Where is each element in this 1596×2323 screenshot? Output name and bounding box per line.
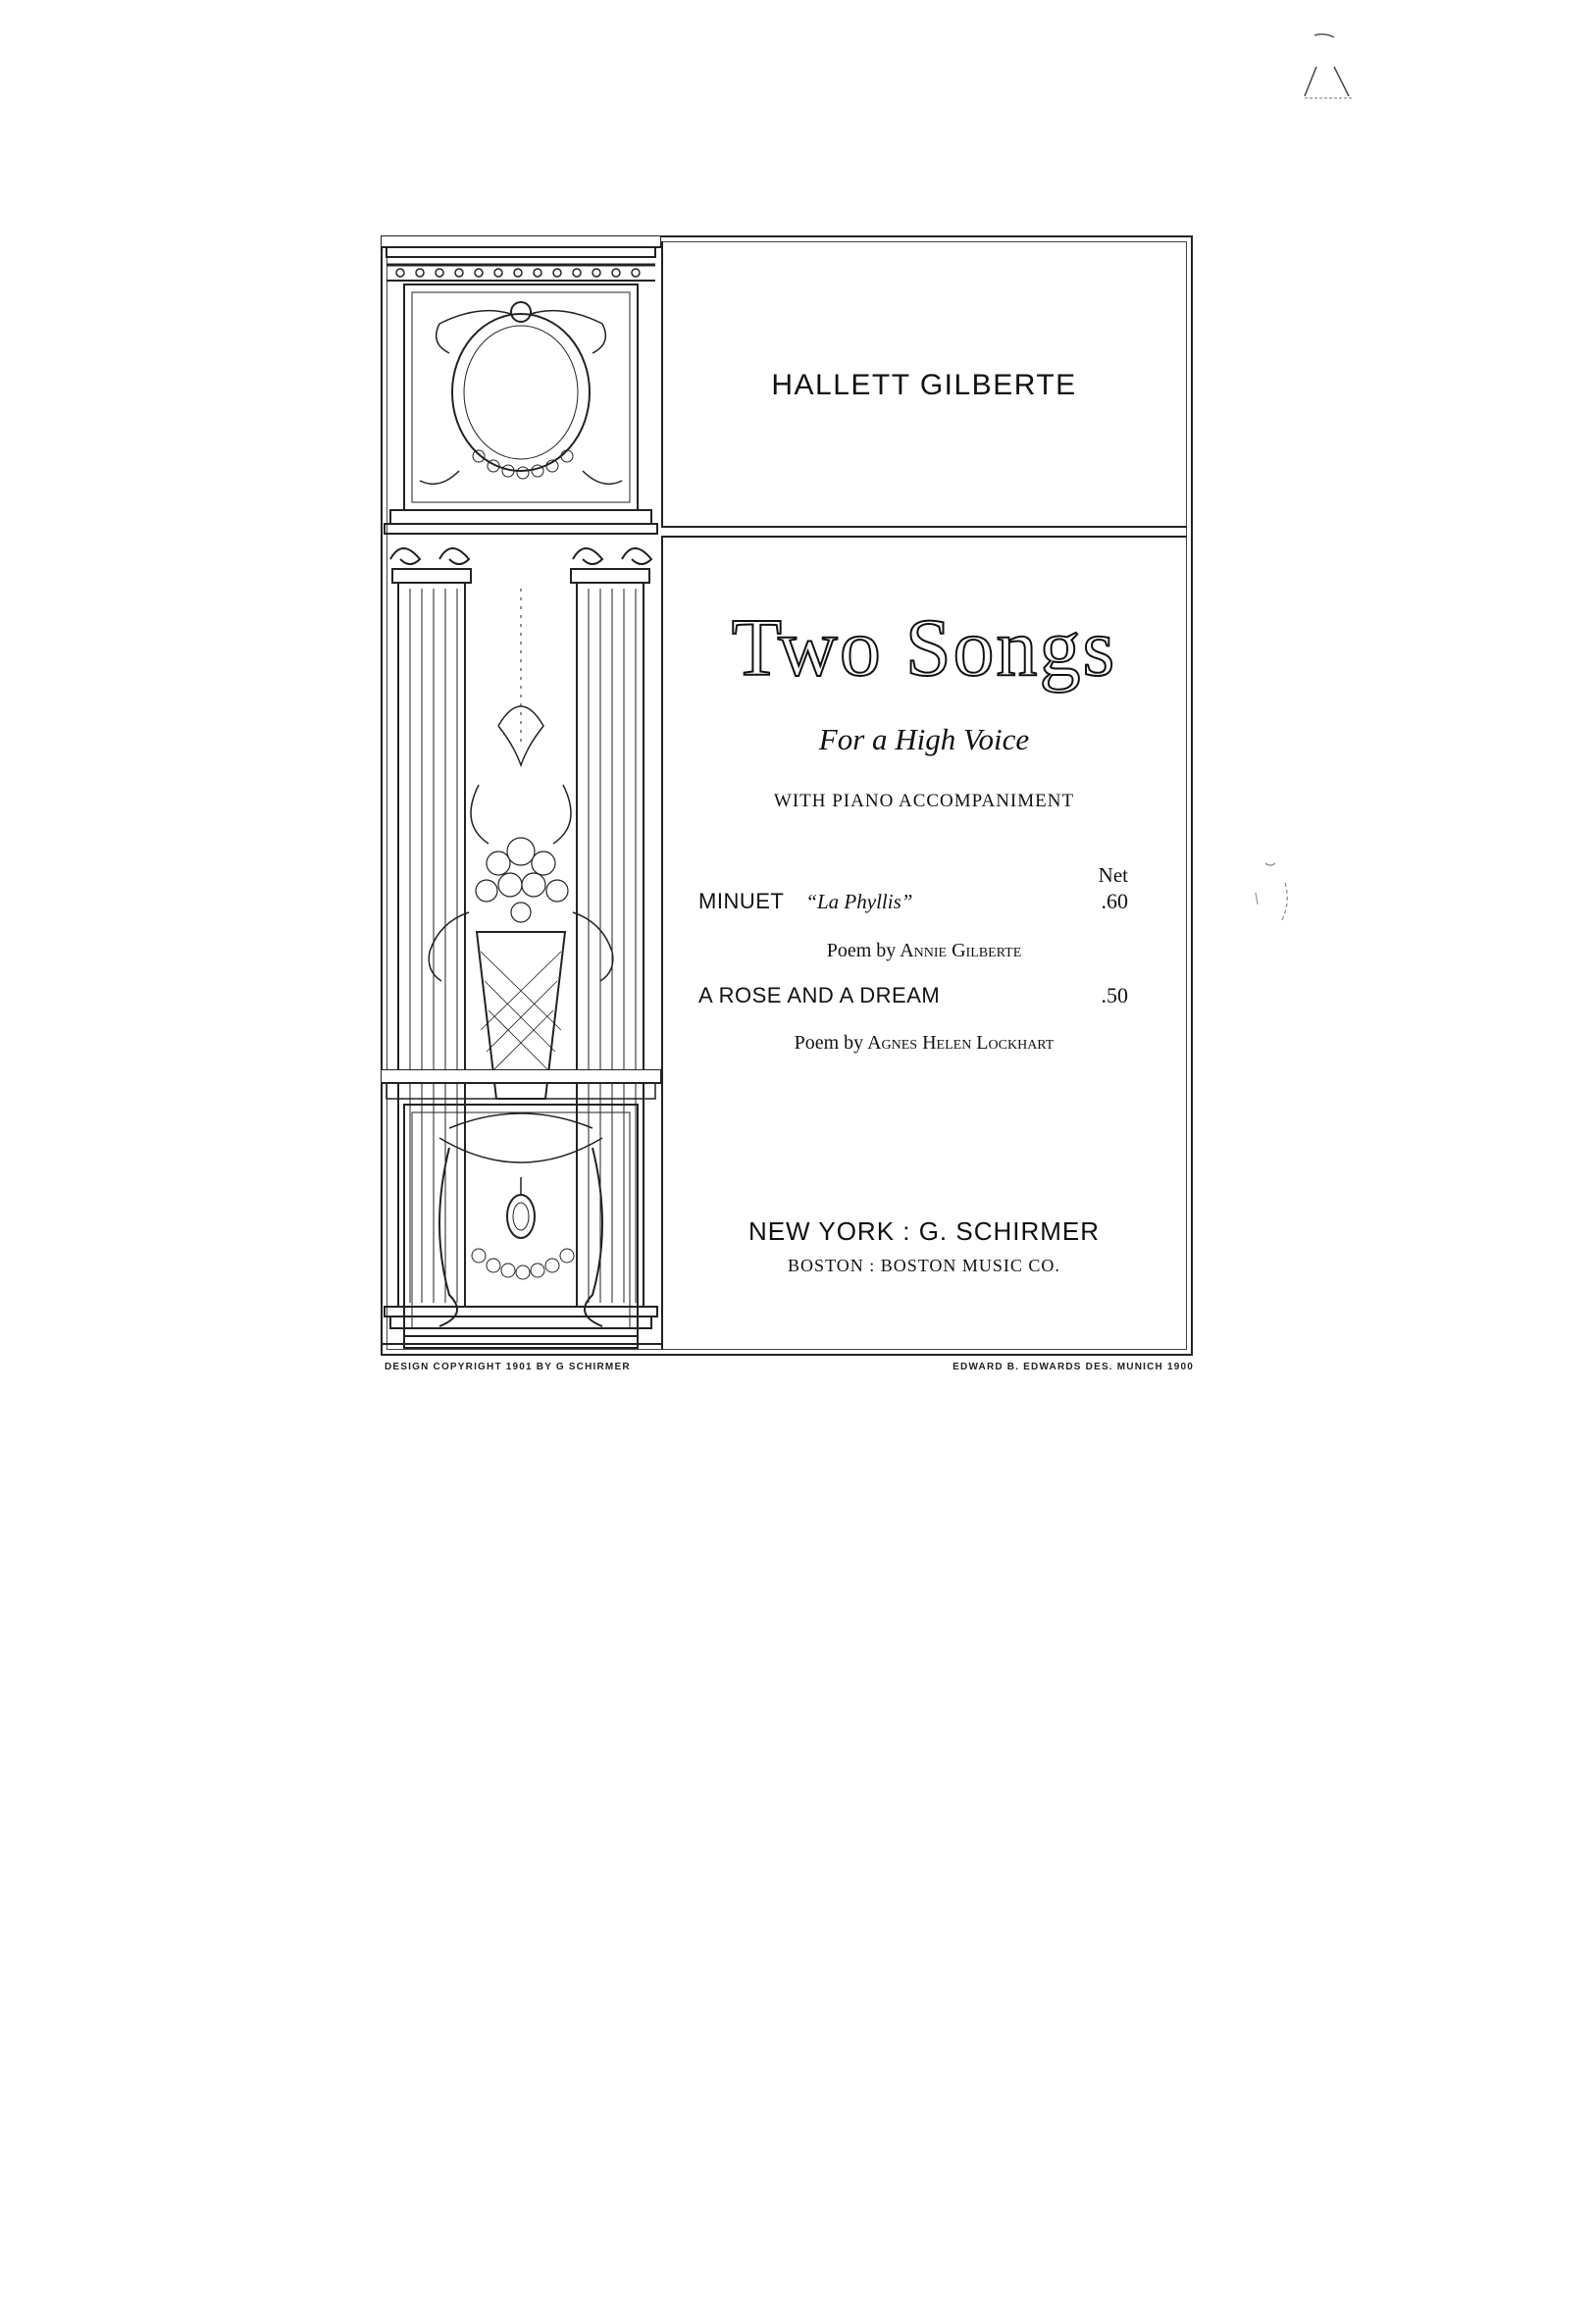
poem-lead: Poem by xyxy=(794,1032,864,1054)
poet-name: Annie Gilberte xyxy=(900,940,1022,961)
song-price: .60 xyxy=(1101,889,1128,913)
lower-pedestal-illustration xyxy=(381,1069,661,1354)
song-poet-line xyxy=(661,940,1187,962)
corner-scan-mark xyxy=(1275,27,1364,106)
song-entry xyxy=(698,983,1128,1012)
price-header: Net xyxy=(1098,863,1128,887)
publisher-main: NEW YORK : G. SCHIRMER xyxy=(747,1216,1101,1246)
song-poet-line xyxy=(661,1032,1187,1055)
margin-scan-mark xyxy=(1236,853,1314,952)
song-price: .50 xyxy=(1101,983,1128,1007)
cover-title: Two Songs xyxy=(731,602,1117,694)
accompaniment-note: WITH PIANO ACCOMPANIMENT xyxy=(773,791,1075,811)
poet-name: Agnes Helen Lockhart xyxy=(867,1032,1055,1054)
publisher-branch: BOSTON : BOSTON MUSIC CO. xyxy=(788,1256,1060,1275)
song-title xyxy=(698,983,961,1008)
cover-subtitle: For a High Voice xyxy=(818,722,1030,756)
song-title-text: MINUET xyxy=(698,889,785,913)
song-entry xyxy=(698,889,1128,918)
poem-lead: Poem by xyxy=(826,940,897,961)
designer-credit: EDWARD B. EDWARDS DES. MUNICH 1900 xyxy=(952,1362,1194,1372)
song-title xyxy=(698,889,912,914)
song-subtitle: “La Phyllis” xyxy=(805,890,913,913)
song-title-text: A ROSE AND A DREAM xyxy=(698,983,941,1007)
design-copyright: DESIGN COPYRIGHT 1901 BY G SCHIRMER xyxy=(385,1362,631,1372)
composer-name: HALLETT GILBERTE xyxy=(771,369,1077,401)
